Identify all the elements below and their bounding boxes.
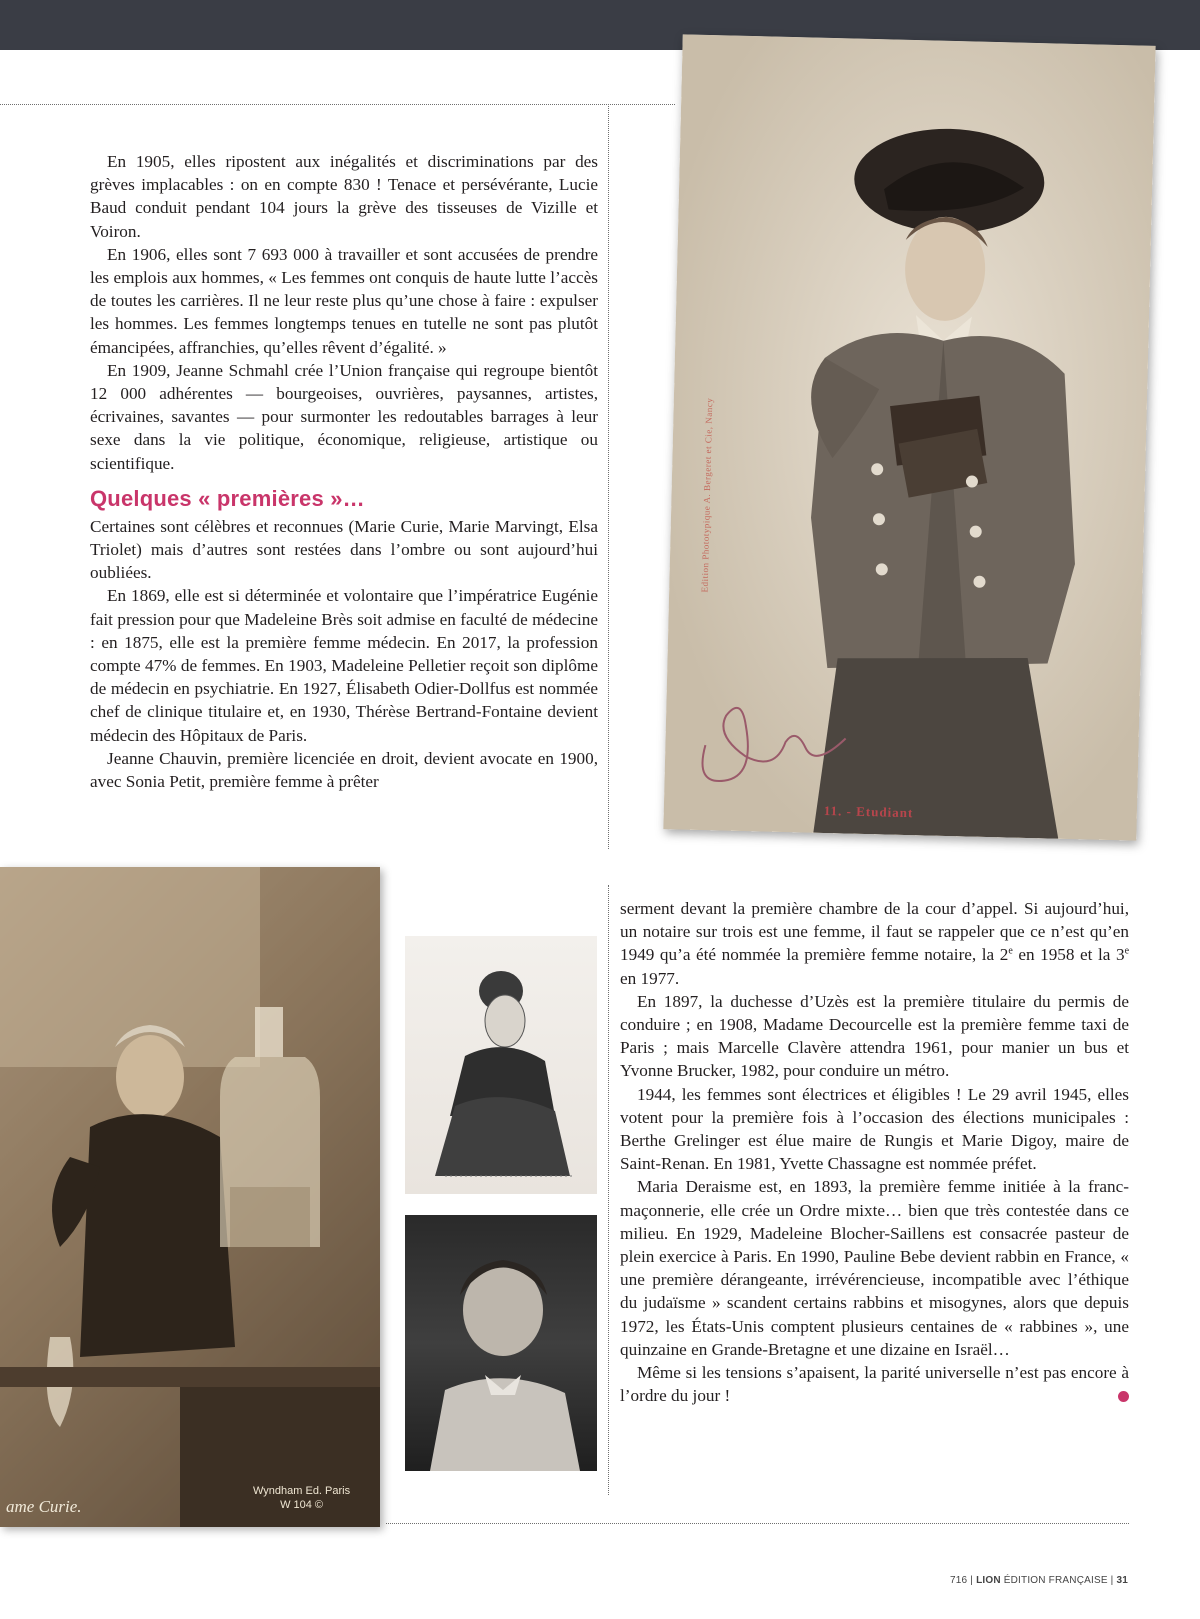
section-title: Quelques « premières »… xyxy=(90,485,365,511)
paragraph-avocate: Jeanne Chauvin, première licenciée en droit, devient avocate en 1900, avec Sonia Petit, première femme à prêter xyxy=(90,748,598,792)
engraved-portrait-illustration xyxy=(405,936,597,1194)
paragraph-travail-1906: En 1906, elles sont 7 693 000 à travailler et sont accusées de prendre les emplois aux hommes, « Les femmes ont conquis de haute lutte l’accès de toutes les carrières. Il ne leur reste plus qu’une chose à faire : expulser les hommes. Les femmes longtemps tenues en tutelle ne sont pas plutôt émancipées, affranchies, qu’elles rêvent d’égalité. » xyxy=(90,244,598,357)
paragraph-union-francaise: En 1909, Jeanne Schmahl crée l’Union française qui regroupe bientôt 12 000 adhérentes — bourgeoises, ouvrières, paysannes, artistes, écrivaines, savantes — pour surmonter les redoutables barrages à leur sexe dans la vie politique, économique, religieuse, artistique ou scientifique. xyxy=(90,360,598,473)
column-2 xyxy=(620,897,1129,1407)
bottom-dotted-rule xyxy=(386,1523,1129,1524)
postcard-edition: Edition Phototypique A. Bergeret et Cie, Nancy xyxy=(699,397,715,593)
curie-caption: ame Curie. xyxy=(6,1497,82,1516)
column-1 xyxy=(90,150,598,793)
paragraph-notaire-part-b: en 1958 et la 3 xyxy=(1012,945,1125,965)
page-footer: 716 | LION ÉDITION FRANÇAISE | 31 xyxy=(950,1575,1128,1586)
paragraph-permis: En 1897, la duchesse d’Uzès est la première titulaire du permis de conduire ; en 1908, Madame Decourcelle est la première femme taxi de Paris ; mais Marcelle Clavère attendra 1961, pour manier un bus et Yvonne Brucker, 1982, pour conduire un métro. xyxy=(620,991,1129,1081)
paragraph-celebres: Certaines sont célèbres et reconnues (Marie Curie, Marie Marvingt, Elsa Triolet) mais d’autres sont restées dans l’ombre ou sont aujourd’hui oubliées. xyxy=(90,516,598,583)
paragraph-greves: En 1905, elles ripostent aux inégalités et discriminations par des grèves implacables : on en compte 830 ! Tenace et persévérante, Lucie Baud conduit pendant 104 jours la grève des tisseuses de Vizille et Voiron. xyxy=(90,152,598,241)
top-dotted-rule xyxy=(0,104,675,105)
photo-portrait-illustration xyxy=(405,1215,597,1471)
paragraph-medecine: En 1869, elle est si déterminée et volontaire que l’impératrice Eugénie fait pression pour que Madeleine Brès soit admise en faculté de médecine : en 1875, elle est la première femme médecin. En 2017, la profession compte 47% de femmes. En 1903, Madeleine Pelletier reçoit son diplôme de médecin en psychiatrie. En 1927, Élisabeth Odier-Dollfus est nommée chef de clinique titulaire et, en 1930, Thérèse Bertrand-Fontaine devient médecin des Hôpitaux de Paris. xyxy=(90,586,598,745)
marie-curie-photo xyxy=(0,867,380,1527)
paragraph-notaire-part-c: en 1977. xyxy=(620,968,680,988)
footer-magazine: LION xyxy=(976,1575,1001,1586)
paragraph-notaire xyxy=(620,897,1129,990)
ordinal-superscript-2: e xyxy=(1008,945,1013,957)
column-divider-bottom xyxy=(608,885,609,1495)
paragraph-conclusion xyxy=(620,1361,1129,1407)
column-divider-top xyxy=(608,104,609,849)
footer-edition: ÉDITION FRANÇAISE xyxy=(1003,1575,1108,1586)
curie-credit xyxy=(253,1484,350,1512)
footer-page-number: 31 xyxy=(1116,1575,1128,1586)
ordinal-superscript-3: e xyxy=(1124,945,1130,957)
duchesse-uzes-portrait xyxy=(405,936,597,1194)
curie-credit-line-1: Wyndham Ed. Paris xyxy=(253,1485,351,1497)
paragraph-religion: Maria Deraisme est, en 1893, la première femme initiée à la franc-maçonnerie, elle crée un Ordre mixte… bien que très contestée dans ce milieu. En 1929, Madeleine Blocher-Saillens est consacrée pasteur de plein exercice à Paris. En 1990, Pauline Bebe devient rabbin en France, « une première dérangeante, irrévérencieuse, incompatible avec l’éthique du judaïsme » scandent certains rabbins et misogynes, alors que depuis 1972, les États-Unis comptent plusieurs centaines de « rabbines », une quinzaine en Grande-Bretagne et une dizaine en Israël… xyxy=(620,1177,1129,1359)
signature-image xyxy=(684,685,867,799)
paragraph-elections: 1944, les femmes sont électrices et éligibles ! Le 29 avril 1945, elles votent pour la première fois à l’occasion des élections municipales : Berthe Grelinger est élue maire de Rungis et Marie Digoy, maire de Saint-Renan. En 1981, Yvette Chassagne est nommée préfet. xyxy=(620,1084,1129,1174)
maria-deraisme-portrait xyxy=(405,1215,597,1471)
postcard-caption: 11. - Etudiant xyxy=(823,803,914,821)
end-of-article-dot-icon xyxy=(1118,1391,1129,1402)
curie-credit-line-2: W 104 © xyxy=(280,1499,324,1511)
postcard-image xyxy=(663,34,1155,840)
laboratory-illustration xyxy=(0,867,380,1527)
paragraph-conclusion-text: Même si les tensions s’apaisent, la parité universelle n’est pas encore à l’ordre du jour ! xyxy=(620,1363,1129,1406)
paragraph-notaire-part-a: serment devant la première chambre de la cour d’appel. Si aujourd’hui, un notaire sur trois est une femme, il faut se rappeler que ce n’est qu’en 1949 qu’a été nommée la première femme notaire, la 2 xyxy=(620,899,1129,965)
footer-issue: 716 xyxy=(950,1575,968,1586)
